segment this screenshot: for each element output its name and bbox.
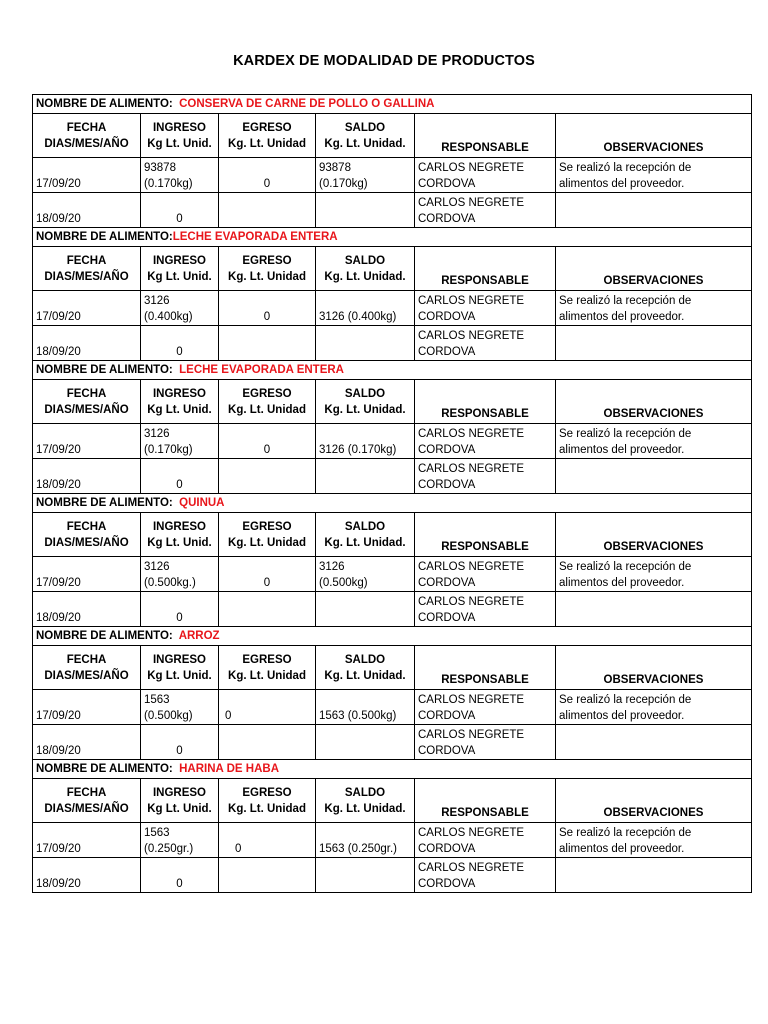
cell-observaciones bbox=[556, 158, 752, 193]
header-ingreso-line: Kg Lt. Unid. bbox=[147, 669, 212, 682]
cell-responsable-line: CARLOS NEGRETE bbox=[418, 596, 525, 608]
cell-observaciones bbox=[556, 557, 752, 592]
cell-observaciones-line: Se realizó la recepción de bbox=[559, 162, 692, 174]
header-observaciones bbox=[556, 114, 752, 158]
header-egreso bbox=[219, 247, 316, 291]
header-saldo-line: Kg. Lt. Unidad. bbox=[324, 270, 406, 283]
table-row bbox=[33, 690, 752, 725]
cell-ingreso-line: (0.500kg) bbox=[144, 710, 193, 722]
cell-egreso bbox=[219, 459, 316, 494]
cell-egreso bbox=[219, 193, 316, 228]
cell-observaciones bbox=[556, 326, 752, 361]
cell-responsable-line: CARLOS NEGRETE bbox=[418, 330, 525, 342]
table-row bbox=[33, 291, 752, 326]
cell-fecha bbox=[33, 326, 141, 361]
food-name-cell bbox=[33, 95, 752, 114]
column-header-row bbox=[33, 380, 752, 424]
cell-observaciones bbox=[556, 459, 752, 494]
cell-ingreso bbox=[141, 858, 219, 893]
cell-saldo bbox=[316, 193, 415, 228]
cell-ingreso-line: 1563 bbox=[144, 827, 170, 839]
cell-egreso-line: 0 bbox=[263, 577, 271, 589]
cell-responsable-line: CORDOVA bbox=[418, 745, 476, 757]
header-ingreso-line: INGRESO bbox=[152, 653, 207, 666]
header-ingreso-line: INGRESO bbox=[152, 121, 207, 134]
cell-ingreso-line: 0 bbox=[176, 745, 183, 757]
cell-observaciones bbox=[556, 424, 752, 459]
cell-responsable bbox=[415, 823, 556, 858]
header-responsable bbox=[415, 114, 556, 158]
header-egreso bbox=[219, 114, 316, 158]
food-name-row bbox=[33, 95, 752, 114]
cell-fecha bbox=[33, 858, 141, 893]
header-observaciones-line: OBSERVACIONES bbox=[603, 674, 704, 686]
cell-responsable bbox=[415, 557, 556, 592]
cell-egreso-line: 0 bbox=[235, 843, 242, 855]
cell-observaciones-line: Se realizó la recepción de bbox=[559, 428, 692, 440]
header-egreso-line: EGRESO bbox=[242, 387, 292, 400]
cell-fecha-line: 17/09/20 bbox=[36, 311, 81, 323]
header-ingreso-line: Kg Lt. Unid. bbox=[147, 403, 212, 416]
cell-fecha-line: 18/09/20 bbox=[36, 612, 81, 624]
food-name-label: NOMBRE DE ALIMENTO: bbox=[36, 231, 173, 243]
cell-saldo bbox=[316, 326, 415, 361]
table-row bbox=[33, 459, 752, 494]
cell-fecha bbox=[33, 823, 141, 858]
food-name-cell bbox=[33, 627, 752, 646]
cell-ingreso bbox=[141, 557, 219, 592]
cell-fecha bbox=[33, 592, 141, 627]
cell-fecha-line: 18/09/20 bbox=[36, 745, 81, 757]
cell-egreso bbox=[219, 326, 316, 361]
kardex-table bbox=[32, 94, 752, 893]
cell-observaciones-line: Se realizó la recepción de bbox=[559, 827, 692, 839]
header-fecha bbox=[33, 646, 141, 690]
cell-egreso bbox=[219, 725, 316, 760]
cell-ingreso-line: (0.400kg) bbox=[144, 311, 193, 323]
header-fecha-line: DIAS/MES/AÑO bbox=[44, 137, 129, 150]
cell-ingreso bbox=[141, 592, 219, 627]
cell-fecha-line: 18/09/20 bbox=[36, 213, 81, 225]
food-name-value: QUINUA bbox=[179, 497, 225, 509]
page-title: KARDEX DE MODALIDAD DE PRODUCTOS bbox=[233, 53, 535, 69]
header-saldo-line: Kg. Lt. Unidad. bbox=[324, 403, 406, 416]
cell-responsable-line: CORDOVA bbox=[418, 710, 476, 722]
header-egreso bbox=[219, 380, 316, 424]
cell-observaciones-line: alimentos del proveedor. bbox=[559, 577, 685, 589]
cell-ingreso-line: (0.500kg.) bbox=[144, 577, 196, 589]
cell-saldo bbox=[316, 858, 415, 893]
cell-responsable-line: CORDOVA bbox=[418, 577, 476, 589]
header-egreso-line: EGRESO bbox=[242, 786, 292, 799]
cell-fecha bbox=[33, 193, 141, 228]
cell-observaciones bbox=[556, 858, 752, 893]
cell-responsable bbox=[415, 193, 556, 228]
header-fecha-line: FECHA bbox=[66, 786, 107, 799]
header-fecha-line: DIAS/MES/AÑO bbox=[44, 669, 129, 682]
food-name-cell bbox=[33, 760, 752, 779]
cell-egreso bbox=[219, 823, 316, 858]
cell-fecha-line: 18/09/20 bbox=[36, 346, 81, 358]
cell-saldo-line: (0.500kg) bbox=[319, 577, 368, 589]
cell-ingreso-line: 0 bbox=[176, 612, 183, 624]
cell-responsable-line: CARLOS NEGRETE bbox=[418, 295, 525, 307]
header-ingreso-line: INGRESO bbox=[152, 387, 207, 400]
header-egreso-line: Kg. Lt. Unidad bbox=[228, 270, 306, 283]
food-name-cell bbox=[33, 228, 752, 247]
header-saldo-line: Kg. Lt. Unidad. bbox=[324, 669, 406, 682]
cell-ingreso-line: 1563 bbox=[144, 694, 170, 706]
table-row bbox=[33, 592, 752, 627]
header-responsable-line: RESPONSABLE bbox=[441, 674, 529, 686]
table-row bbox=[33, 193, 752, 228]
header-saldo-line: SALDO bbox=[344, 653, 386, 666]
cell-responsable bbox=[415, 858, 556, 893]
cell-observaciones-line: alimentos del proveedor. bbox=[559, 444, 685, 456]
cell-ingreso-line: 0 bbox=[176, 878, 183, 890]
header-responsable bbox=[415, 646, 556, 690]
cell-saldo-line: 1563 (0.500kg) bbox=[319, 710, 397, 722]
cell-responsable-line: CORDOVA bbox=[418, 346, 476, 358]
cell-saldo bbox=[316, 158, 415, 193]
cell-ingreso-line: 3126 bbox=[144, 295, 170, 307]
cell-ingreso-line: 3126 bbox=[144, 561, 170, 573]
cell-observaciones-line: Se realizó la recepción de bbox=[559, 295, 692, 307]
food-name-value: CONSERVA DE CARNE DE POLLO O GALLINA bbox=[179, 98, 435, 110]
header-observaciones bbox=[556, 779, 752, 823]
header-egreso-line: EGRESO bbox=[242, 520, 292, 533]
header-egreso-line: Kg. Lt. Unidad bbox=[228, 403, 306, 416]
header-fecha-line: DIAS/MES/AÑO bbox=[44, 403, 129, 416]
header-saldo-line: Kg. Lt. Unidad. bbox=[324, 536, 406, 549]
cell-ingreso-line: 0 bbox=[176, 346, 183, 358]
food-name-label: NOMBRE DE ALIMENTO: bbox=[36, 763, 180, 775]
cell-responsable-line: CARLOS NEGRETE bbox=[418, 162, 525, 174]
header-responsable-line: RESPONSABLE bbox=[441, 142, 529, 154]
header-observaciones-line: OBSERVACIONES bbox=[603, 541, 704, 553]
cell-ingreso bbox=[141, 424, 219, 459]
cell-responsable bbox=[415, 326, 556, 361]
cell-observaciones-line: alimentos del proveedor. bbox=[559, 710, 685, 722]
food-name-label: NOMBRE DE ALIMENTO: bbox=[36, 98, 180, 110]
column-header-row bbox=[33, 646, 752, 690]
header-egreso bbox=[219, 779, 316, 823]
header-fecha-line: FECHA bbox=[66, 653, 107, 666]
cell-responsable bbox=[415, 690, 556, 725]
cell-egreso bbox=[219, 690, 316, 725]
header-observaciones bbox=[556, 247, 752, 291]
cell-responsable bbox=[415, 459, 556, 494]
cell-saldo bbox=[316, 424, 415, 459]
header-egreso-line: EGRESO bbox=[242, 653, 292, 666]
cell-egreso bbox=[219, 291, 316, 326]
header-ingreso bbox=[141, 247, 219, 291]
food-name-row bbox=[33, 494, 752, 513]
food-name-value: HARINA DE HABA bbox=[179, 763, 280, 775]
cell-fecha-line: 17/09/20 bbox=[36, 178, 81, 190]
food-name-label: NOMBRE DE ALIMENTO: bbox=[36, 630, 179, 642]
cell-saldo bbox=[316, 725, 415, 760]
header-saldo-line: SALDO bbox=[344, 121, 386, 134]
cell-responsable bbox=[415, 725, 556, 760]
header-saldo bbox=[316, 779, 415, 823]
cell-fecha-line: 17/09/20 bbox=[36, 444, 81, 456]
header-responsable-line: RESPONSABLE bbox=[441, 541, 529, 553]
cell-ingreso bbox=[141, 291, 219, 326]
header-saldo bbox=[316, 513, 415, 557]
header-ingreso bbox=[141, 646, 219, 690]
header-responsable-line: RESPONSABLE bbox=[441, 408, 529, 420]
table-row bbox=[33, 326, 752, 361]
cell-observaciones bbox=[556, 592, 752, 627]
header-ingreso-line: Kg Lt. Unid. bbox=[147, 536, 212, 549]
header-ingreso-line: Kg Lt. Unid. bbox=[147, 137, 212, 150]
table-row bbox=[33, 557, 752, 592]
cell-saldo bbox=[316, 690, 415, 725]
food-name-row bbox=[33, 228, 752, 247]
header-observaciones-line: OBSERVACIONES bbox=[603, 142, 704, 154]
column-header-row bbox=[33, 247, 752, 291]
header-saldo bbox=[316, 380, 415, 424]
header-fecha bbox=[33, 380, 141, 424]
header-saldo-line: SALDO bbox=[344, 387, 386, 400]
food-name-value: LECHE EVAPORADA ENTERA bbox=[179, 364, 344, 376]
food-name-row bbox=[33, 627, 752, 646]
header-observaciones bbox=[556, 380, 752, 424]
cell-egreso-line: 0 bbox=[225, 710, 232, 722]
cell-observaciones-line: alimentos del proveedor. bbox=[559, 311, 685, 323]
header-fecha bbox=[33, 114, 141, 158]
header-egreso-line: Kg. Lt. Unidad bbox=[228, 669, 306, 682]
cell-responsable-line: CARLOS NEGRETE bbox=[418, 694, 525, 706]
cell-responsable-line: CORDOVA bbox=[418, 479, 476, 491]
cell-responsable-line: CARLOS NEGRETE bbox=[418, 463, 525, 475]
cell-saldo-line: (0.170kg) bbox=[319, 178, 368, 190]
header-saldo bbox=[316, 646, 415, 690]
cell-ingreso-line: (0.250gr.) bbox=[144, 843, 194, 855]
header-responsable-line: RESPONSABLE bbox=[441, 807, 529, 819]
header-fecha-line: FECHA bbox=[66, 121, 107, 134]
header-observaciones bbox=[556, 513, 752, 557]
cell-fecha-line: 18/09/20 bbox=[36, 479, 81, 491]
header-fecha-line: FECHA bbox=[66, 520, 107, 533]
header-responsable bbox=[415, 380, 556, 424]
cell-responsable bbox=[415, 592, 556, 627]
cell-observaciones bbox=[556, 291, 752, 326]
cell-fecha bbox=[33, 291, 141, 326]
cell-egreso bbox=[219, 557, 316, 592]
cell-responsable-line: CARLOS NEGRETE bbox=[418, 827, 525, 839]
food-name-row bbox=[33, 361, 752, 380]
food-name-label: NOMBRE DE ALIMENTO: bbox=[36, 364, 180, 376]
food-name-label: NOMBRE DE ALIMENTO: bbox=[36, 497, 180, 509]
column-header-row bbox=[33, 513, 752, 557]
column-header-row bbox=[33, 779, 752, 823]
header-egreso-line: Kg. Lt. Unidad bbox=[228, 536, 306, 549]
header-saldo bbox=[316, 247, 415, 291]
cell-ingreso bbox=[141, 158, 219, 193]
cell-responsable-line: CORDOVA bbox=[418, 311, 476, 323]
header-egreso-line: Kg. Lt. Unidad bbox=[228, 137, 306, 150]
food-name-value: LECHE EVAPORADA ENTERA bbox=[172, 231, 338, 243]
cell-saldo-line: 1563 (0.250gr.) bbox=[319, 843, 398, 855]
cell-ingreso bbox=[141, 725, 219, 760]
cell-observaciones bbox=[556, 193, 752, 228]
header-fecha bbox=[33, 247, 141, 291]
cell-ingreso bbox=[141, 690, 219, 725]
header-saldo-line: SALDO bbox=[344, 520, 386, 533]
cell-responsable-line: CARLOS NEGRETE bbox=[418, 862, 525, 874]
header-fecha-line: FECHA bbox=[66, 387, 107, 400]
cell-fecha-line: 18/09/20 bbox=[36, 878, 81, 890]
cell-observaciones bbox=[556, 690, 752, 725]
header-fecha-line: DIAS/MES/AÑO bbox=[44, 536, 129, 549]
cell-responsable bbox=[415, 424, 556, 459]
food-name-row bbox=[33, 760, 752, 779]
header-ingreso-line: INGRESO bbox=[152, 254, 207, 267]
cell-responsable-line: CARLOS NEGRETE bbox=[418, 197, 525, 209]
cell-fecha bbox=[33, 725, 141, 760]
cell-responsable bbox=[415, 158, 556, 193]
header-observaciones-line: OBSERVACIONES bbox=[603, 408, 704, 420]
cell-responsable-line: CORDOVA bbox=[418, 213, 476, 225]
header-saldo-line: Kg. Lt. Unidad. bbox=[324, 137, 406, 150]
header-ingreso-line: INGRESO bbox=[152, 786, 207, 799]
cell-saldo bbox=[316, 557, 415, 592]
header-egreso bbox=[219, 513, 316, 557]
header-observaciones-line: OBSERVACIONES bbox=[603, 275, 704, 287]
header-saldo bbox=[316, 114, 415, 158]
header-fecha bbox=[33, 513, 141, 557]
header-observaciones bbox=[556, 646, 752, 690]
cell-observaciones bbox=[556, 823, 752, 858]
cell-responsable-line: CARLOS NEGRETE bbox=[418, 428, 525, 440]
header-responsable bbox=[415, 247, 556, 291]
cell-fecha-line: 17/09/20 bbox=[36, 577, 81, 589]
header-egreso-line: Kg. Lt. Unidad bbox=[228, 802, 306, 815]
cell-fecha bbox=[33, 690, 141, 725]
header-fecha-line: FECHA bbox=[66, 254, 107, 267]
cell-responsable-line: CORDOVA bbox=[418, 878, 476, 890]
header-ingreso bbox=[141, 779, 219, 823]
cell-observaciones bbox=[556, 725, 752, 760]
table-row bbox=[33, 725, 752, 760]
cell-egreso bbox=[219, 158, 316, 193]
cell-observaciones-line: alimentos del proveedor. bbox=[559, 843, 685, 855]
food-name-cell bbox=[33, 494, 752, 513]
cell-ingreso bbox=[141, 823, 219, 858]
cell-responsable-line: CORDOVA bbox=[418, 444, 476, 456]
cell-saldo bbox=[316, 592, 415, 627]
header-responsable bbox=[415, 779, 556, 823]
header-ingreso bbox=[141, 380, 219, 424]
cell-saldo bbox=[316, 459, 415, 494]
cell-responsable-line: CORDOVA bbox=[418, 178, 476, 190]
cell-ingreso-line: (0.170kg) bbox=[144, 178, 193, 190]
cell-fecha-line: 17/09/20 bbox=[36, 710, 81, 722]
cell-observaciones-line: alimentos del proveedor. bbox=[559, 178, 685, 190]
cell-ingreso-line: 0 bbox=[176, 479, 183, 491]
cell-observaciones-line: Se realizó la recepción de bbox=[559, 694, 692, 706]
cell-fecha bbox=[33, 557, 141, 592]
cell-egreso-line: 0 bbox=[263, 311, 271, 323]
cell-ingreso-line: 0 bbox=[176, 213, 183, 225]
header-egreso-line: EGRESO bbox=[242, 254, 292, 267]
header-saldo-line: SALDO bbox=[344, 786, 386, 799]
cell-ingreso-line: (0.170kg) bbox=[144, 444, 193, 456]
header-ingreso-line: Kg Lt. Unid. bbox=[147, 270, 212, 283]
cell-saldo-line: 3126 (0.400kg) bbox=[319, 311, 397, 323]
header-responsable-line: RESPONSABLE bbox=[441, 275, 529, 287]
table-row bbox=[33, 158, 752, 193]
cell-fecha bbox=[33, 459, 141, 494]
header-saldo-line: Kg. Lt. Unidad. bbox=[324, 802, 406, 815]
header-fecha bbox=[33, 779, 141, 823]
column-header-row bbox=[33, 114, 752, 158]
cell-egreso-line: 0 bbox=[263, 444, 271, 456]
cell-responsable-line: CORDOVA bbox=[418, 612, 476, 624]
food-name-value: ARROZ bbox=[178, 630, 220, 642]
header-ingreso bbox=[141, 114, 219, 158]
cell-observaciones-line: Se realizó la recepción de bbox=[559, 561, 692, 573]
table-row bbox=[33, 424, 752, 459]
cell-responsable-line: CARLOS NEGRETE bbox=[418, 561, 525, 573]
header-ingreso-line: Kg Lt. Unid. bbox=[147, 802, 212, 815]
cell-saldo-line: 3126 bbox=[319, 561, 345, 573]
table-row bbox=[33, 858, 752, 893]
cell-fecha bbox=[33, 158, 141, 193]
cell-saldo bbox=[316, 823, 415, 858]
cell-saldo-line: 3126 (0.170kg) bbox=[319, 444, 397, 456]
header-saldo-line: SALDO bbox=[344, 254, 386, 267]
cell-egreso bbox=[219, 858, 316, 893]
cell-egreso bbox=[219, 424, 316, 459]
header-ingreso bbox=[141, 513, 219, 557]
cell-ingreso-line: 93878 bbox=[144, 162, 176, 174]
cell-egreso bbox=[219, 592, 316, 627]
cell-responsable-line: CORDOVA bbox=[418, 843, 476, 855]
cell-ingreso bbox=[141, 326, 219, 361]
cell-saldo-line: 93878 bbox=[319, 162, 351, 174]
cell-ingreso-line: 3126 bbox=[144, 428, 170, 440]
cell-fecha-line: 17/09/20 bbox=[36, 843, 81, 855]
header-responsable bbox=[415, 513, 556, 557]
cell-ingreso bbox=[141, 193, 219, 228]
cell-responsable bbox=[415, 291, 556, 326]
cell-fecha bbox=[33, 424, 141, 459]
cell-ingreso bbox=[141, 459, 219, 494]
header-egreso-line: EGRESO bbox=[242, 121, 292, 134]
header-egreso bbox=[219, 646, 316, 690]
header-fecha-line: DIAS/MES/AÑO bbox=[44, 802, 129, 815]
cell-saldo bbox=[316, 291, 415, 326]
cell-responsable-line: CARLOS NEGRETE bbox=[418, 729, 525, 741]
header-fecha-line: DIAS/MES/AÑO bbox=[44, 270, 129, 283]
food-name-cell bbox=[33, 361, 752, 380]
cell-egreso-line: 0 bbox=[263, 178, 271, 190]
table-row bbox=[33, 823, 752, 858]
header-observaciones-line: OBSERVACIONES bbox=[603, 807, 704, 819]
header-ingreso-line: INGRESO bbox=[152, 520, 207, 533]
